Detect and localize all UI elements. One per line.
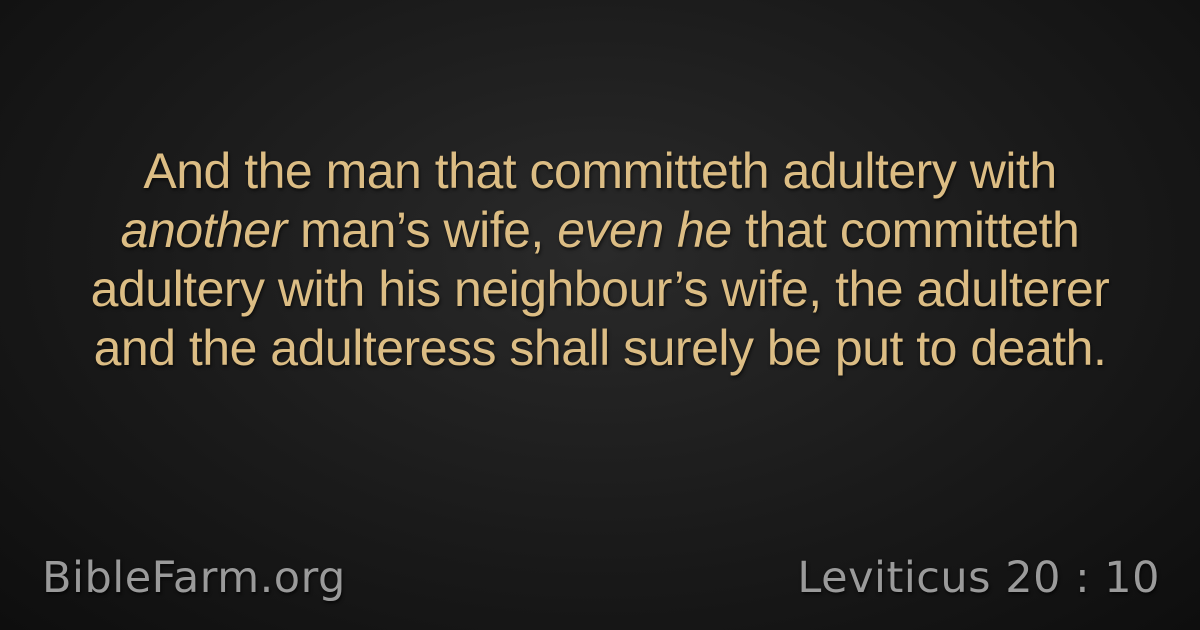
verse-italic-even-he: even he [557, 202, 732, 258]
verse-line-1: And the man that committeth adultery with [143, 143, 1057, 199]
site-name: BibleFarm.org [42, 553, 346, 603]
verse-line-3: adultery with his neighbour’s wife, the adulterer [90, 261, 1110, 317]
verse-text [40, 142, 1160, 378]
verse-line-2-part-2: that committeth [731, 202, 1080, 258]
verse-line-4: and the adulteress shall surely be put to death. [93, 320, 1107, 376]
verse-line-2-part-1: man’s wife, [286, 202, 558, 258]
verse-italic-another: another [120, 202, 287, 258]
verse-line-2 [40, 201, 1160, 260]
verse-reference: Leviticus 20 : 10 [797, 553, 1160, 603]
